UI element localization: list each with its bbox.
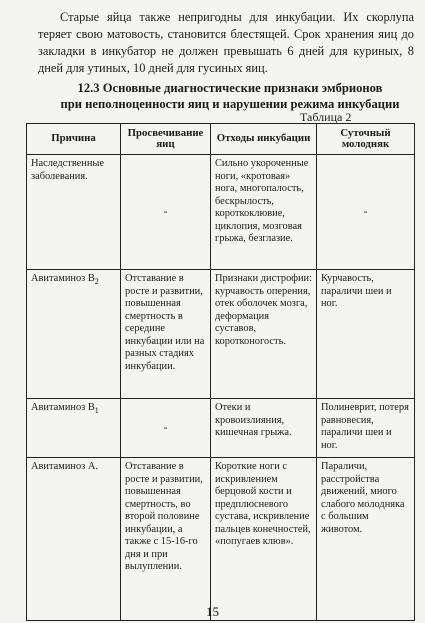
waste-text: Короткие ноги с искривлением берцовой кости и предплюсневого сустава, искривление пальцев конечностей, «попугаев клюв». — [215, 461, 311, 547]
cell-cause — [27, 399, 121, 458]
cell-young — [317, 155, 415, 270]
young-text: Полиневрит, потеря равновесия, параличи шеи и ног. — [321, 402, 409, 451]
cause-text: Авитаминоз В — [31, 402, 95, 413]
cause-text: Авитаминоз В — [31, 273, 95, 284]
table-header-row — [27, 124, 415, 155]
cell-waste — [211, 399, 317, 458]
table-row — [27, 399, 415, 458]
table-row — [27, 458, 415, 621]
cause-text: Наследственные заболевания. — [31, 158, 104, 182]
empty-dash: - — [163, 419, 168, 434]
waste-text: Отеки и кровоизлияния, кишечная грыжа. — [215, 402, 292, 438]
cell-cause — [27, 155, 121, 270]
table-row — [27, 155, 415, 270]
cell-candling — [121, 270, 211, 399]
cell-candling — [121, 458, 211, 621]
cell-waste — [211, 270, 317, 399]
young-text: Курчавость, параличи шеи и ног. — [321, 273, 392, 309]
cell-waste — [211, 155, 317, 270]
young-text: Параличи, расстройства движений, много слабого молодняка с большим животом. — [321, 461, 405, 535]
header-cause: Причина — [27, 124, 121, 155]
header-waste: Отходы инкубации — [211, 124, 317, 155]
cell-candling — [121, 399, 211, 458]
cell-young — [317, 399, 415, 458]
cell-waste — [211, 458, 317, 621]
cell-cause — [27, 270, 121, 399]
section-heading — [40, 80, 420, 112]
cell-young — [317, 458, 415, 621]
waste-text: Признаки дистрофии: курчавость оперения, отек оболочек мозга, деформация суставов, коротконогость. — [215, 273, 313, 347]
candling-text: Отставание в росте и развитии, повышенная смертность в середине инкубации или на разных стадиях инкубации. — [125, 273, 205, 372]
waste-text: Сильно укороченные ноги, «кротовая» нога, многопалость, бескрылость, короткоклювие, циклопия, мозговая грыжа, безглазие. — [215, 158, 309, 244]
diagnostic-signs-table — [26, 123, 415, 621]
table-row — [27, 270, 415, 399]
cell-young — [317, 270, 415, 399]
table-label: Таблица 2 — [300, 110, 352, 124]
intro-paragraph — [38, 9, 414, 77]
header-young: Суточный молодняк — [317, 124, 415, 155]
page-number: 15 — [206, 604, 219, 619]
cell-candling — [121, 155, 211, 270]
cause-text: Авитаминоз А. — [31, 461, 98, 472]
candling-text: Отставание в росте и развитии, повышенная смертность, во второй половине инкубации, а также с 15-16-го дня и при вылуплении. — [125, 461, 203, 572]
header-candling: Просвечивание яиц — [121, 124, 211, 155]
cause-subscript: 2 — [94, 277, 99, 287]
empty-dash: - — [363, 203, 368, 218]
intro-text: Старые яйца также непригодны для инкубации. Их скорлупа теряет свою матовость, становится блестящей. Срок хранения яиц до закладки в инкубатор не должен превышать 6 дней для куриных, 8 дней для утиных, 10 дней для гусиных яиц. — [38, 10, 414, 75]
section-heading-line-1: 12.3 Основные диагностические признаки эмбрионов — [77, 81, 383, 95]
cell-cause — [27, 458, 121, 621]
empty-dash: - — [163, 203, 168, 218]
cause-subscript: 1 — [94, 406, 99, 416]
section-heading-line-2: при неполноценности яиц и нарушении режима инкубации — [60, 97, 400, 111]
